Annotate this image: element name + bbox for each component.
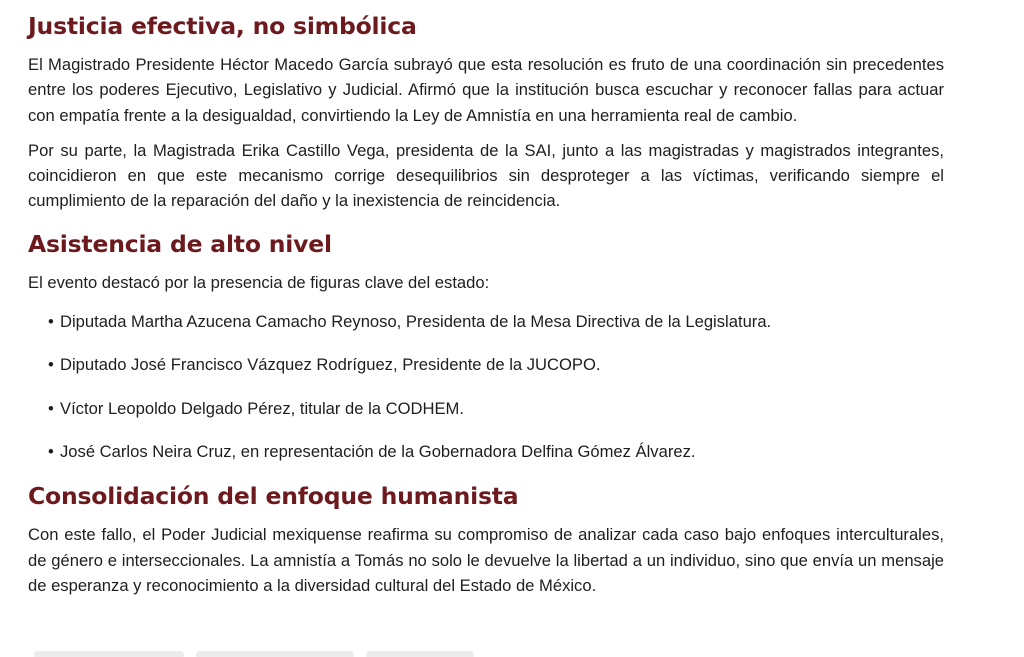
list-item [48,309,944,334]
paragraph-magistrada-castillo: Por su parte, la Magistrada Erika Castillo Vega, presidenta de la SAI, junto a las magistradas y magistrados integrantes, coincidieron en que este mecanismo corrige desequilibrios sin desproteger a las víctimas, verificando siempre el cumplimiento de la reparación del daño y la inexistencia de reincidencia. [28,140,944,211]
list-item [48,396,944,421]
tag-list [28,651,474,657]
list-item [48,352,944,377]
bullet-icon: • [48,355,54,375]
list-item [48,439,944,464]
list-item-text: José Carlos Neira Cruz, en representación de la Gobernadora Delfina Gómez Álvarez. [60,441,696,461]
bullet-icon: • [48,312,54,332]
tag-chip[interactable] [196,651,354,657]
paragraph-consolidacion: Con este fallo, el Poder Judicial mexiquense reafirma su compromiso de analizar cada caso bajo enfoques interculturales, de género e interseccionales. La amnistía a Tomás no solo le devuelve la libertad a un individuo, sino que envía un mensaje de esperanza y reconocimiento a la diversidad cultural del Estado de México. [28,525,944,595]
list-item-text: Diputado José Francisco Vázquez Rodríguez, Presidente de la JUCOPO. [60,355,601,375]
bullet-icon: • [48,441,54,461]
paragraph-asistencia-intro: El evento destacó por la presencia de figuras clave del estado: [28,272,490,292]
attendee-list [28,309,944,464]
section-heading-consolidacion: Consolidación del enfoque humanista [28,482,519,511]
tag-chip[interactable] [366,651,474,657]
tag-chip[interactable] [34,651,184,657]
list-item-text: Diputada Martha Azucena Camacho Reynoso, Presidenta de la Mesa Directiva de la Legislatura. [60,312,772,332]
list-item-text: Víctor Leopoldo Delgado Pérez, titular de la CODHEM. [60,398,464,418]
paragraph-magistrado-presidente: El Magistrado Presidente Héctor Macedo García subrayó que esta resolución es fruto de una coordinación sin precedentes entre los poderes Ejecutivo, Legislativo y Judicial. Afirmó que la institución busca escuchar y reconocer fallas para actuar con empatía frente a la desigualdad, convirtiendo la Ley de Amnistía en una herramienta real de cambio. [28,55,944,125]
bullet-icon: • [48,398,54,418]
section-heading-justicia: Justicia efectiva, no simbólica [28,12,417,40]
section-heading-asistencia: Asistencia de alto nivel [28,229,332,258]
